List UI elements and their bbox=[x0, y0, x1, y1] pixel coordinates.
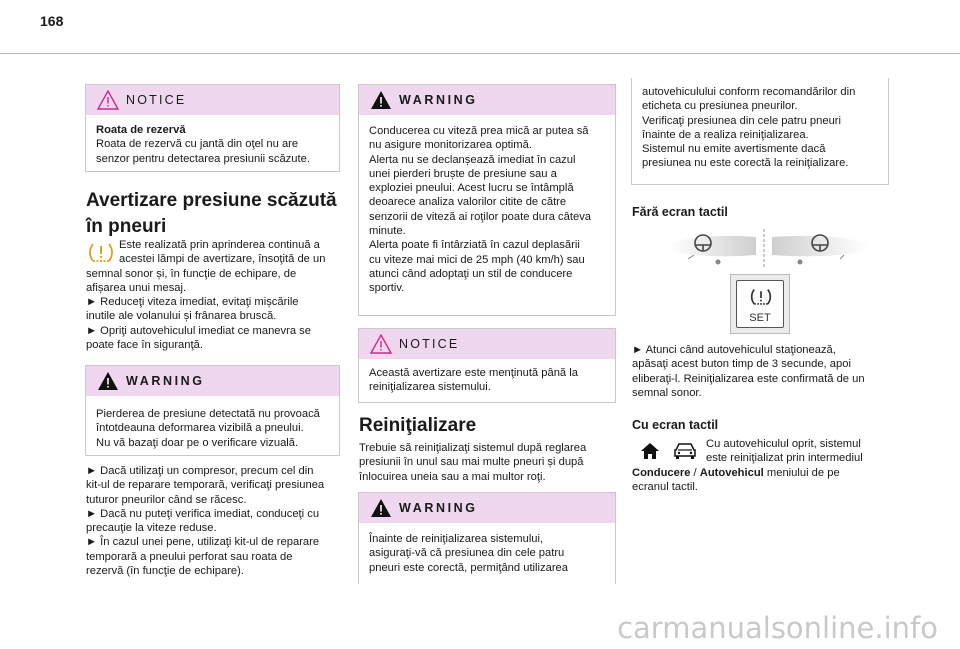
warning-line: înainte de a realiza reiniţializarea. bbox=[642, 128, 809, 141]
warning-line: presiunea nu este corectă la reiniţializare. bbox=[642, 157, 849, 170]
reset-intro bbox=[359, 441, 621, 484]
warning-body bbox=[632, 78, 888, 171]
warning-body bbox=[86, 396, 339, 450]
text-line bbox=[632, 466, 894, 480]
notice-triangle-icon bbox=[370, 334, 392, 354]
set-label: SET bbox=[749, 312, 771, 324]
warning-line: Sistemul nu emite avertismente dacă bbox=[642, 143, 826, 156]
warning-box-continued bbox=[631, 78, 889, 185]
warning-triangle-icon bbox=[370, 498, 392, 518]
notice-label: NOTICE bbox=[126, 93, 187, 107]
notice-line: reiniţializarea sistemului. bbox=[369, 381, 491, 394]
notice-line: Această avertizare este menţinută până la bbox=[369, 367, 578, 379]
text-line: kit-ul de reparare temporară, verificaţi presiunea bbox=[86, 479, 325, 492]
warning-line: Conducerea cu viteză prea mică ar putea să bbox=[369, 125, 589, 137]
text-line: acestei lămpi de avertizare, însoţită de un bbox=[119, 253, 326, 266]
warning-line: sportiv. bbox=[369, 282, 405, 295]
subheading-touchscreen: Cu ecran tactil bbox=[632, 418, 719, 432]
text-line: afișarea unui mesaj. bbox=[86, 281, 187, 294]
warning-line: atunci când adoptaţi un stil de conducere bbox=[369, 267, 573, 280]
notice-body bbox=[359, 359, 615, 395]
warning-line: autovehiculului conform recomandărilor din bbox=[642, 86, 856, 98]
watermark: carmanualsonline.info bbox=[617, 611, 938, 645]
text-line: semnal sonor. bbox=[632, 386, 702, 399]
text-line: ► Dacă nu puteţi verifica imediat, conduceţi cu bbox=[86, 507, 320, 520]
text-line: ► Dacă utilizaţi un compresor, precum cel din bbox=[86, 465, 314, 477]
text-line: ecranul tactil. bbox=[632, 480, 698, 493]
warning-line: asiguraţi-vă că presiunea din cele patru bbox=[369, 547, 565, 560]
notice-body bbox=[86, 115, 339, 166]
text-line: ► Atunci când autovehiculul staţionează, bbox=[632, 344, 836, 356]
header-rule bbox=[0, 53, 960, 54]
text-line: precauţie la viteze reduse. bbox=[86, 522, 217, 535]
notice-header bbox=[359, 329, 615, 359]
dashboard-illustration bbox=[668, 229, 868, 269]
text-line: poate face în siguranţă. bbox=[86, 339, 203, 352]
notice-title: Roata de rezervă bbox=[96, 124, 186, 136]
no-touchscreen-paragraph bbox=[632, 343, 894, 400]
warning-triangle-icon bbox=[97, 371, 119, 391]
notice-box-spare-wheel bbox=[85, 84, 340, 172]
warning-line: Nu vă bazaţi doar pe o verificare vizuală. bbox=[96, 436, 299, 449]
warning-box-speed bbox=[358, 84, 616, 316]
notice-box-reset bbox=[358, 328, 616, 403]
text-line: presiunii în unul sau mai multe pneuri și după bbox=[359, 456, 584, 469]
warning-label: WARNING bbox=[399, 93, 478, 107]
warning-line: Alerta nu se declanșează imediat în cazul bbox=[369, 153, 576, 166]
notice-line: Roata de rezervă cu jantă din oţel nu are bbox=[96, 138, 299, 151]
set-button[interactable] bbox=[730, 274, 790, 334]
text-line: apăsaţi acest buton timp de 3 secunde, apoi bbox=[632, 358, 851, 371]
menu-name-vehicle: Autovehicul bbox=[699, 466, 764, 479]
warning-body bbox=[359, 523, 615, 575]
subheading-no-touchscreen: Fără ecran tactil bbox=[632, 205, 728, 219]
text-line: este reiniţializat prin intermediul bbox=[706, 452, 863, 465]
warning-label: WARNING bbox=[126, 374, 205, 388]
intro-paragraph bbox=[86, 238, 344, 352]
text-line: înlocuirea uneia sau a mai multor roţi. bbox=[359, 470, 546, 483]
page-number: 168 bbox=[40, 13, 64, 29]
menu-separator: / bbox=[690, 466, 700, 479]
notice-label: NOTICE bbox=[399, 337, 460, 351]
warning-header bbox=[86, 366, 339, 396]
text-line: inutile ale volanului și frânarea bruscă. bbox=[86, 310, 277, 323]
text-line: Este realizată prin aprinderea continuă a bbox=[119, 239, 320, 251]
warning-box-visual-check bbox=[85, 365, 340, 456]
warning-line: exploziei pneului. Acest lucru se întâmplă bbox=[369, 182, 574, 195]
warning-header bbox=[359, 85, 615, 115]
warning-line: Pierderea de presiune detectată nu provoacă bbox=[96, 408, 320, 420]
warning-line: senzorii de viteză ai roţilor poate dura câteva bbox=[369, 210, 592, 223]
warning-line: deoarece analiza valorilor citite de către bbox=[369, 196, 567, 209]
text-line: Cu autovehiculul oprit, sistemul bbox=[706, 438, 861, 450]
heading-line: în pneuri bbox=[86, 216, 167, 237]
warning-triangle-icon bbox=[370, 90, 392, 110]
warning-line: cu viteze mai mici de 25 mph (40 km/h) sau bbox=[369, 253, 585, 266]
touchscreen-paragraph bbox=[632, 437, 894, 494]
warning-box-before-reset bbox=[358, 492, 616, 584]
warning-line: Verificaţi presiunea din cele patru pneuri bbox=[642, 114, 842, 127]
warning-line: întotdeauna deformarea vizibilă a pneului. bbox=[96, 422, 304, 435]
notice-line: senzor pentru detectarea presiunii scăzute. bbox=[96, 152, 310, 165]
warning-line: minute. bbox=[369, 225, 406, 238]
text-line: temporară a pneului perforat sau roata de bbox=[86, 550, 293, 563]
text-line: eliberaţi-l. Reiniţializarea este confirmată de un bbox=[632, 372, 865, 385]
warning-line: Alerta poate fi întârziată în cazul deplasării bbox=[369, 239, 580, 252]
text-line: ► Reduceţi viteza imediat, evitaţi mișcările bbox=[86, 296, 299, 309]
text-line: rezervă (în funcţie de echipare). bbox=[86, 565, 244, 578]
warning-line: nu asigure monitorizarea optimă. bbox=[369, 139, 532, 152]
notice-triangle-icon bbox=[97, 90, 119, 110]
warning-line: unei pierderi bruște de presiune sau a bbox=[369, 167, 557, 180]
notice-header bbox=[86, 85, 339, 115]
menu-tail: meniului de pe bbox=[763, 466, 840, 479]
section-heading-reset: Reiniţializare bbox=[359, 415, 477, 436]
menu-name-driving: Conducere bbox=[632, 466, 691, 479]
warning-label: WARNING bbox=[399, 501, 478, 515]
bullet-paragraph bbox=[86, 464, 344, 578]
warning-line: pneuri este corectă, permiţând utilizarea bbox=[369, 561, 568, 574]
text-line: ► În cazul unei pene, utilizaţi kit-ul de reparare bbox=[86, 536, 320, 549]
warning-body bbox=[359, 115, 615, 296]
text-line: tuturor pneurilor când se răcesc. bbox=[86, 493, 247, 506]
tyre-pressure-warning-icon bbox=[748, 287, 774, 309]
section-heading-low-pressure bbox=[86, 190, 346, 238]
heading-line: Avertizare presiune scăzută bbox=[86, 190, 337, 211]
text-line: ► Opriţi autovehiculul imediat ce manevra se bbox=[86, 324, 311, 337]
text-line: semnal sonor și, în funcţie de echipare, de bbox=[86, 267, 297, 280]
warning-line: eticheta cu presiunea pneurilor. bbox=[642, 100, 798, 113]
text-line: Trebuie să reiniţializaţi sistemul după reglarea bbox=[359, 442, 587, 454]
warning-header bbox=[359, 493, 615, 523]
warning-line: Înainte de reiniţializarea sistemului, bbox=[369, 533, 544, 545]
